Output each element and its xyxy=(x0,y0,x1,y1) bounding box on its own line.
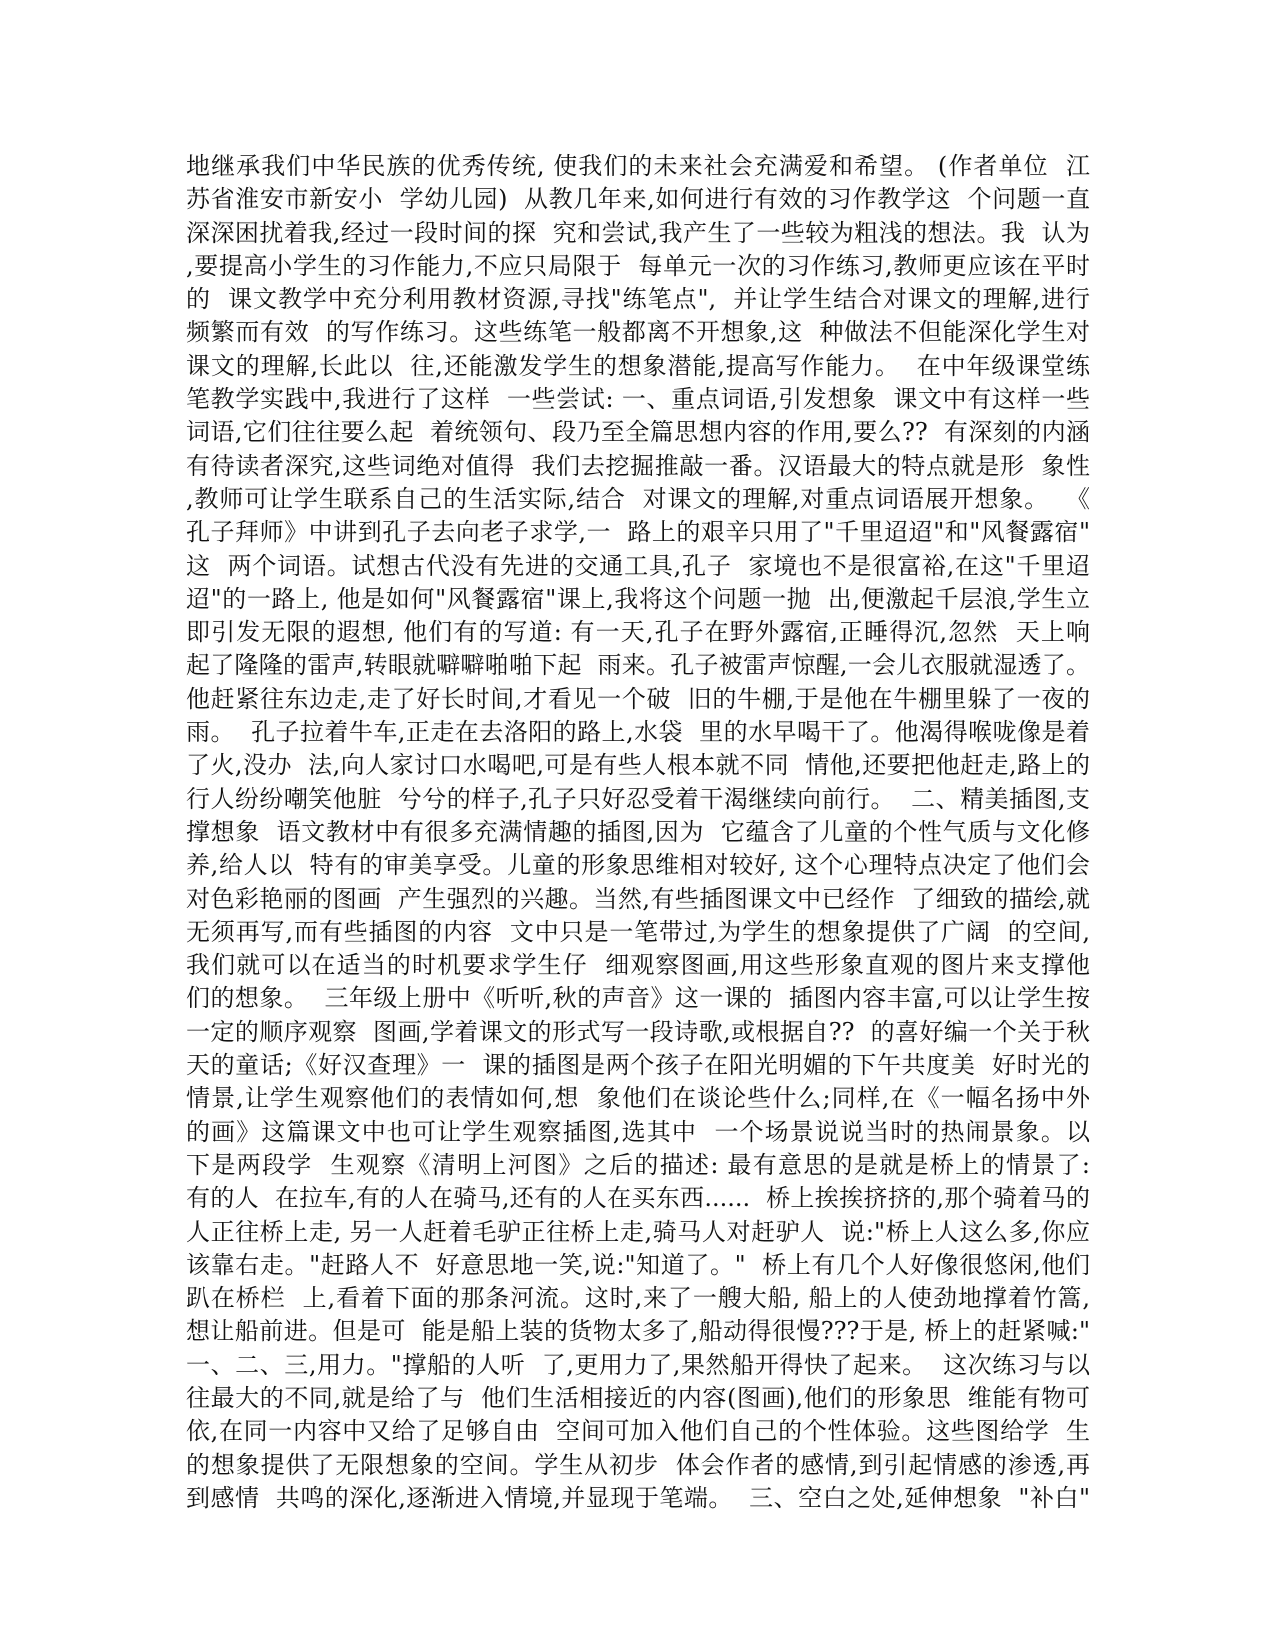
text-line-27: 一定的顺序观察 图画,学着课文的形式写一段诗歌,或根据自?? 的喜好编一个关于秋 xyxy=(186,1017,1090,1046)
text-line-1: 地继承我们中华民族的优秀传统, 使我们的未来社会充满爱和希望。 (作者单位 江 xyxy=(186,152,1090,180)
text-line-8: 笔教学实践中,我进行了这样 一些尝试: 一、重点词语,引发想象 课文中有这样一些 xyxy=(186,385,1090,414)
text-line-38: 往最大的不同,就是给了与 他们生活相接近的内容(图画),他们的形象思 维能有物可 xyxy=(186,1383,1090,1412)
text-line-13: 这 两个词语。试想古代没有先进的交通工具,孔子 家境也不是很富裕,在这"千里迢 xyxy=(186,551,1090,580)
text-line-35: 趴在桥栏 上,看着下面的那条河流。这时,来了一艘大船, 船上的人使劲地撑着竹篙, xyxy=(186,1284,1090,1313)
text-line-20: 行人纷纷嘲笑他脏 兮兮的样子,孔子只好忍受着干渴继续向前行。 二、精美插图,支 xyxy=(186,784,1090,813)
text-line-34: 该靠右走。"赶路人不 好意思地一笑,说:"知道了。" 桥上有几个人好像很悠闲,他们 xyxy=(186,1250,1090,1279)
text-line-19: 了火,没办 法,向人家讨口水喝吧,可是有些人根本就不同 情他,还要把他赶走,路上的 xyxy=(186,751,1090,780)
text-line-28: 天的童话;《好汉查理》一 课的插图是两个孩子在阳光明媚的下午共度美 好时光的 xyxy=(186,1051,1090,1080)
text-line-36: 想让船前进。但是可 能是船上装的货物太多了,船动得很慢???于是, 桥上的赶紧喊:" xyxy=(186,1317,1090,1346)
text-line-41: 到感情 共鸣的深化,逐渐进入情境,并显现于笔端。 三、空白之处,延伸想象 "补白" xyxy=(186,1483,1090,1512)
text-line-32: 有的人 在拉车,有的人在骑马,还有的人在买东西...... 桥上挨挨挤挤的,那个骑着马的 xyxy=(186,1184,1090,1213)
text-line-7: 课文的理解,长此以 往,还能激发学生的想象潜能,提高写作能力。 在中年级课堂练 xyxy=(186,351,1090,380)
text-line-17: 他赶紧往东边走,走了好长时间,才看见一个破 旧的牛棚,于是他在牛棚里躲了一夜的 xyxy=(186,684,1090,713)
text-line-30: 的画》这篇课文中也可让学生观察插图,选其中 一个场景说说当时的热闹景象。以 xyxy=(186,1117,1090,1146)
text-line-40: 的想象提供了无限想象的空间。学生从初步 体会作者的感情,到引起情感的渗透,再 xyxy=(186,1450,1090,1479)
text-line-12: 孔子拜师》中讲到孔子去向老子求学,一 路上的艰辛只用了"千里迢迢"和"风餐露宿" xyxy=(186,518,1090,547)
text-line-22: 养,给人以 特有的审美享受。儿童的形象思维相对较好, 这个心理特点决定了他们会 xyxy=(186,851,1090,880)
text-line-18: 雨。 孔子拉着牛车,正走在去洛阳的路上,水袋 里的水早喝干了。他渴得喉咙像是着 xyxy=(186,718,1090,747)
text-line-4: ,要提高小学生的习作能力,不应只局限于 每单元一次的习作练习,教师更应该在平时 xyxy=(186,251,1090,280)
text-line-21: 撑想象 语文教材中有很多充满情趣的插图,因为 它蕴含了儿童的个性气质与文化修 xyxy=(186,817,1090,846)
text-line-11: ,教师可让学生联系自己的生活实际,结合 对课文的理解,对重点词语展开想象。 《 xyxy=(186,484,1090,513)
body-text xyxy=(186,150,1090,1515)
text-line-23: 对色彩艳丽的图画 产生强烈的兴趣。当然,有些插图课文中已经作 了细致的描绘,就 xyxy=(186,884,1090,913)
text-line-9: 词语,它们往往要么起 着统领句、段乃至全篇思想内容的作用,要么?? 有深刻的内涵 xyxy=(186,418,1090,447)
text-line-29: 情景,让学生观察他们的表情如何,想 象他们在谈论些什么;同样,在《一幅名扬中外 xyxy=(186,1084,1090,1113)
text-line-31: 下是两段学 生观察《清明上河图》之后的描述: 最有意思的是就是桥上的情景了: xyxy=(186,1150,1090,1179)
text-line-14: 迢"的一路上, 他是如何"风餐露宿"课上,我将这个问题一抛 出,便激起千层浪,学生立 xyxy=(186,584,1090,613)
text-line-6: 频繁而有效 的写作练习。这些练笔一般都离不开想象,这 种做法不但能深化学生对 xyxy=(186,318,1090,347)
text-line-5: 的 课文教学中充分利用教材资源,寻找"练笔点", 并让学生结合对课文的理解,进行 xyxy=(186,285,1090,314)
text-line-26: 们的想象。 三年级上册中《听听,秋的声音》这一课的 插图内容丰富,可以让学生按 xyxy=(186,984,1090,1013)
text-line-15: 即引发无限的遐想, 他们有的写道: 有一天,孔子在野外露宿,正睡得沉,忽然 天上响 xyxy=(186,618,1090,647)
text-line-39: 依,在同一内容中又给了足够自由 空间可加入他们自己的个性体验。这些图给学 生 xyxy=(186,1417,1090,1446)
text-line-25: 我们就可以在适当的时机要求学生仔 细观察图画,用这些形象直观的图片来支撑他 xyxy=(186,951,1090,980)
text-line-24: 无须再写,而有些插图的内容 文中只是一笔带过,为学生的想象提供了广阔 的空间, xyxy=(186,917,1090,946)
text-line-37: 一、二、三,用力。"撑船的人听 了,更用力了,果然船开得快了起来。 这次练习与以 xyxy=(186,1350,1090,1379)
text-line-10: 有待读者深究,这些词绝对值得 我们去挖掘推敲一番。汉语最大的特点就是形 象性 xyxy=(186,451,1090,480)
text-line-2: 苏省淮安市新安小 学幼儿园) 从教几年来,如何进行有效的习作教学这 个问题一直 xyxy=(186,185,1090,214)
text-line-33: 人正往桥上走, 另一人赶着毛驴正往桥上走,骑马人对赶驴人 说:"桥上人这么多,你应 xyxy=(186,1217,1090,1246)
text-line-16: 起了隆隆的雷声,转眼就噼噼啪啪下起 雨来。孔子被雷声惊醒,一会儿衣服就湿透了。 xyxy=(186,651,1090,680)
text-line-3: 深深困扰着我,经过一段时间的探 究和尝试,我产生了一些较为粗浅的想法。我 认为 xyxy=(186,218,1090,247)
